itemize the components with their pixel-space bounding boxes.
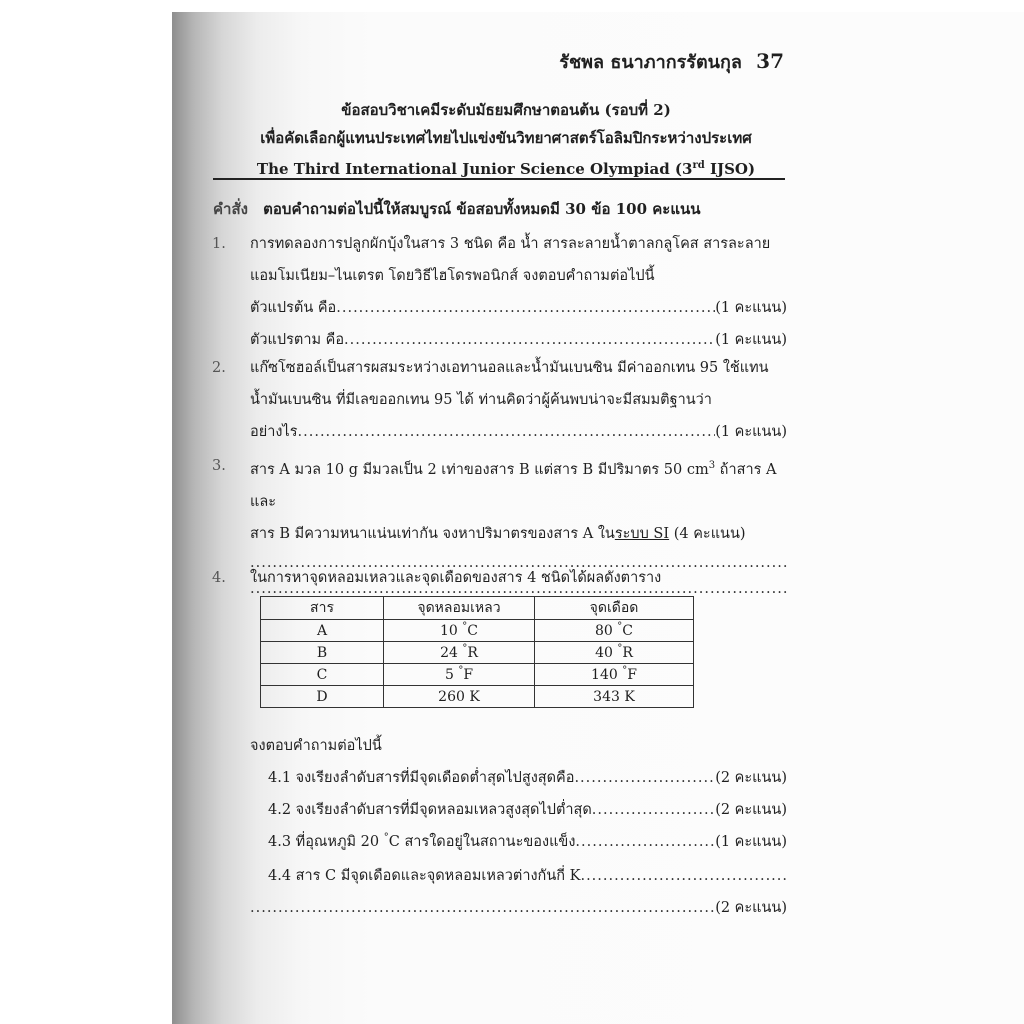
underlined-term: ระบบ SI (614, 525, 670, 542)
question-4-answers (212, 730, 787, 924)
sub-question (268, 860, 787, 892)
question-text-part: ถ้าสาร A และ (250, 461, 777, 510)
question-1 (212, 228, 787, 356)
answer-line (250, 892, 787, 924)
answer-line (250, 292, 787, 324)
superscript: 3 (708, 460, 716, 471)
table-cell: 260 K (384, 686, 535, 708)
question-text: ในการหาจุดหลอมเหลวและจุดเดือดของสาร 4 ชนิดได้ผลดังตาราง (250, 570, 662, 586)
question-4 (212, 562, 787, 594)
question-text: การทดลองการปลูกผักบุ้งในสาร 3 ชนิด คือ น้ำ สารละลายน้ำตาลกลูโคส สารละลาย (250, 236, 771, 252)
sub-question (268, 762, 787, 794)
value: 10 (440, 622, 458, 639)
text-part: 4.3 ที่อุณหภูมิ 20 (268, 834, 380, 850)
table-row (261, 686, 694, 708)
score-label: (1 คะแนน) (715, 300, 787, 316)
question-number: 3. (212, 458, 226, 474)
score-label: (1 คะแนน) (715, 834, 787, 850)
unit: F (463, 666, 474, 683)
table-cell (535, 664, 694, 686)
score-label: (4 คะแนน) (669, 525, 746, 542)
unit: R (467, 644, 478, 661)
answer-blank[interactable] (580, 860, 787, 892)
value: 140 (591, 666, 618, 683)
question-text (250, 450, 787, 518)
exam-title (226, 96, 786, 183)
table-cell: C (261, 664, 384, 686)
table-cell: 343 K (535, 686, 694, 708)
unit: F (627, 666, 637, 683)
degree-mark: ° (617, 620, 623, 632)
question-number: 1. (212, 236, 226, 252)
author-name: รัชพล ธนาภากรรัตนกุล (559, 52, 742, 73)
answer-blank[interactable] (575, 826, 715, 860)
answer-blank[interactable] (592, 794, 715, 826)
table-header-row (261, 597, 694, 620)
page-header (559, 47, 784, 76)
sub-question-text: 4.2 จงเรียงลำดับสารที่มีจุดหลอมเหลวสูงสุดไปต่ำสุด (268, 802, 592, 818)
degree-mark: ° (617, 642, 623, 654)
title-line-3-text: The Third International Junior Science Olympiad (3 (256, 160, 693, 178)
sub-question-text: 4.1 จงเรียงลำดับสารที่มีจุดเดือดต่ำสุดไปสูงสุดคือ (268, 770, 575, 786)
sub-question (268, 826, 787, 860)
title-line-3-end: IJSO) (704, 160, 756, 178)
degree-mark: ° (462, 620, 468, 632)
question-2 (212, 352, 787, 448)
data-table (260, 596, 694, 708)
table-row (261, 620, 694, 642)
answer-blank[interactable] (298, 416, 716, 448)
answer-label: อย่างไร (250, 424, 298, 440)
table-row (261, 664, 694, 686)
value: 5 (444, 666, 454, 683)
unit: R (622, 644, 633, 661)
degree-mark: ° (462, 642, 468, 654)
unit: C (467, 622, 478, 639)
answer-intro: จงตอบคำถามต่อไปนี้ (250, 738, 382, 754)
title-line-2: เพื่อคัดเลือกผู้แทนประเทศไทยไปแข่งขันวิทยาศาสตร์โอลิมปิกระหว่างประเทศ (260, 129, 752, 147)
title-divider (213, 178, 785, 180)
table-header: จุดเดือด (535, 597, 694, 620)
sub-question (268, 794, 787, 826)
instructions-text: ตอบคำถามต่อไปนี้ให้สมบูรณ์ ข้อสอบทั้งหมดมี 30 ข้อ 100 คะแนน (263, 200, 701, 218)
score-label: (2 คะแนน) (715, 802, 787, 818)
score-label: (1 คะแนน) (715, 332, 787, 348)
table-cell: A (261, 620, 384, 642)
table-cell (535, 642, 694, 664)
unit: C (622, 622, 633, 639)
table-row (261, 642, 694, 664)
title-line-1: ข้อสอบวิชาเคมีระดับมัธยมศึกษาตอนต้น (รอบที่ 2) (341, 101, 671, 119)
table-cell (384, 620, 535, 642)
score-label: (2 คะแนน) (715, 900, 787, 916)
score-label: (2 คะแนน) (715, 770, 787, 786)
instructions-label: คำสั่ง (213, 200, 248, 218)
question-text-part: สาร A มวล 10 g มีมวลเป็น 2 เท่าของสาร B แต่สาร B มีปริมาตร 50 cm (250, 461, 709, 478)
table-cell (384, 664, 535, 686)
page-number: 37 (756, 49, 784, 73)
answer-label: ตัวแปรตาม คือ (250, 332, 345, 348)
degree-mark: ° (622, 664, 628, 676)
value: 24 (440, 644, 458, 661)
value: 80 (595, 622, 613, 639)
text-part: C สารใดอยู่ในสถานะของแข็ง (388, 834, 576, 850)
answer-blank[interactable] (250, 892, 715, 924)
answer-blank[interactable] (336, 292, 715, 324)
question-text: แอมโมเนียม–ไนเตรต โดยวิธีไฮโดรพอนิกส์ จงตอบคำถามต่อไปนี้ (250, 268, 655, 284)
answer-line (250, 416, 787, 448)
degree-mark: ° (383, 832, 389, 843)
question-text (250, 518, 787, 550)
table-cell: D (261, 686, 384, 708)
table-header: จุดหลอมเหลว (384, 597, 535, 620)
question-text: แก๊ซโซฮอล์เป็นสารผสมระหว่างเอทานอลและน้ำมันเบนซิน มีค่าออกเทน 95 ใช้แทน (250, 360, 769, 376)
answer-blank[interactable] (574, 762, 715, 794)
table-header: สาร (261, 597, 384, 620)
degree-mark: ° (458, 664, 464, 676)
table-cell (535, 620, 694, 642)
table-cell: B (261, 642, 384, 664)
score-label: (1 คะแนน) (715, 424, 787, 440)
sub-question-text: 4.4 สาร C มีจุดเดือดและจุดหลอมเหลวต่างกันกี่ K (268, 868, 581, 884)
table-cell (384, 642, 535, 664)
sub-question-text (268, 826, 575, 860)
question-text-part: สาร B มีความหนาแน่นเท่ากัน จงหาปริมาตรของสาร A ใน (250, 525, 615, 542)
question-number: 2. (212, 360, 226, 376)
instructions (213, 197, 785, 221)
question-number: 4. (212, 570, 226, 586)
title-superscript: rd (692, 160, 705, 171)
question-text: น้ำมันเบนซิน ที่มีเลขออกเทน 95 ได้ ท่านคิดว่าผู้ค้นพบน่าจะมีสมมติฐานว่า (250, 392, 712, 408)
answer-label: ตัวแปรต้น คือ (250, 300, 337, 316)
value: 40 (595, 644, 613, 661)
